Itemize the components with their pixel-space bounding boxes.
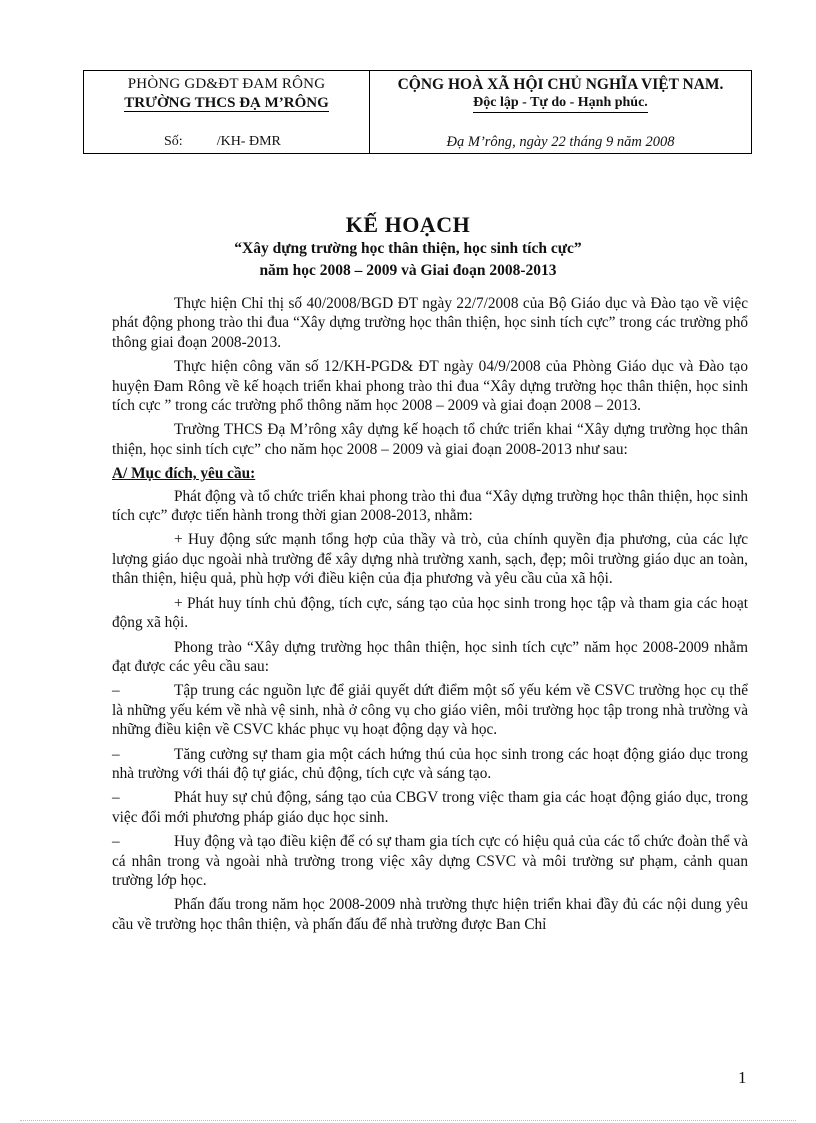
- list-item-text: Phát huy sự chủ động, sáng tạo của CBGV trong việc tham gia các hoạt động giáo dục, trong việc đổi mới phương pháp giáo dục học sinh.: [112, 789, 748, 826]
- school-name-text: TRƯỜNG THCS ĐẠ M’RÔNG: [124, 95, 329, 111]
- number-label: Số:: [164, 134, 183, 149]
- document-subtitle-2: năm học 2008 – 2009 và Giai đoạn 2008-2013: [259, 262, 557, 279]
- paragraph-plus-1: + Huy động sức mạnh tổng hợp của thầy và trò, của chính quyền địa phương, của các lực lượng giáo dục ngoài nhà trường để xây dựng nhà trường xanh, sạch, đẹp; môi trường giáo dục an toàn, thân thiện, hiệu quả, phù hợp với điều kiện của địa phương và yêu cầu của xã hội.: [112, 531, 748, 588]
- header-left-cell: [84, 71, 370, 153]
- national-motto: [370, 95, 751, 111]
- document-body: [112, 294, 748, 939]
- paragraph-plus-2: + Phát huy tính chủ động, tích cực, sáng tạo của học sinh trong học tập và tham gia các hoạt động xã hội.: [112, 594, 748, 632]
- document-number: [164, 134, 369, 150]
- dash-bullet: –: [112, 789, 120, 807]
- school-name: [84, 95, 369, 112]
- department-name: PHÒNG GD&ĐT ĐAM RÔNG: [127, 76, 326, 92]
- list-item-text: Huy động và tạo điều kiện để có sự tham gia tích cực có hiệu quả của các tổ chức đoàn thể và cá nhân trong và ngoài nhà trường trong việc xây dựng CSVC và môi trường sư phạm, cảnh quan trường lớp học.: [112, 833, 748, 889]
- paragraph-requirements-intro: Phong trào “Xây dựng trường học thân thiện, học sinh tích cực” năm học 2008-2009 nhằm đạt được các yêu cầu sau:: [112, 638, 748, 675]
- dash-bullet: –: [112, 833, 120, 851]
- paragraph-official-letter: Thực hiện công văn số 12/KH-PGD& ĐT ngày 04/9/2008 của Phòng Giáo dục và Đào tạo huyện Đam Rông về kế hoạch triển khai phong trào thi đua “Xây dựng trường học thân thiện, học sinh tích cực ” trong các trường phổ thông năm học 2008 – 2009 và giai đoạn 2008 – 2013.: [112, 358, 748, 415]
- dash-bullet: –: [112, 682, 120, 700]
- page-footer-divider: [20, 1120, 796, 1121]
- list-item: [112, 681, 748, 739]
- paragraph-school-plan: Trường THCS Đạ M’rông xây dựng kế hoạch tổ chức triển khai “Xây dựng trường học thân thiện, học sinh tích cực” cho năm học 2008 – 2009 và giai đoạn 2008-2013 như sau:: [112, 421, 748, 458]
- dash-bullet: –: [112, 745, 120, 763]
- header-right-cell: [370, 71, 751, 153]
- document-title: KẾ HOẠCH: [345, 212, 471, 237]
- page-number: 1: [738, 1068, 747, 1087]
- header-table: [83, 70, 752, 154]
- paragraph-purpose-intro: Phát động và tổ chức triển khai phong trào thi đua “Xây dựng trường học thân thiện, học sinh tích cực” được tiến hành trong thời gian 2008-2013, nhằm:: [112, 487, 748, 525]
- paragraph-closing: Phấn đấu trong năm học 2008-2009 nhà trường thực hiện triển khai đầy đủ các nội dung yêu cầu về trường học thân thiện, và phấn đấu để nhà trường được Ban Chỉ: [112, 896, 748, 933]
- paragraph-directive: Thực hiện Chỉ thị số 40/2008/BGD ĐT ngày 22/7/2008 của Bộ Giáo dục và Đào tạo về việc phát động phong trào thi đua “Xây dựng trường học thân thiện, học sinh tích cực” trong các trường phổ thông giai đoạn 2008-2013.: [112, 295, 748, 351]
- document-subtitle-1: “Xây dựng trường học thân thiện, học sinh tích cực”: [234, 240, 582, 257]
- place-date: Đạ M’rông, ngày 22 tháng 9 năm 2008: [446, 134, 675, 150]
- list-item: [112, 788, 748, 827]
- section-heading-a: A/ Mục đích, yêu cầu:: [112, 465, 256, 483]
- national-motto-text: Độc lập - Tự do - Hạnh phúc.: [473, 95, 648, 113]
- list-item: [112, 745, 748, 784]
- list-item-text: Tập trung các nguồn lực để giải quyết dứt điểm một số yếu kém về CSVC trường học cụ thể là những yếu kém về nhà vệ sinh, nhà ở công vụ cho giáo viên, môi trường học tập trong nhà trường và những điều kiện về CSVC khác phục vụ hoạt động dạy và học.: [112, 682, 748, 739]
- nation-name: CỘNG HOÀ XÃ HỘI CHỦ NGHĨA VIỆT NAM.: [397, 76, 724, 93]
- number-code: /KH- ĐMR: [216, 134, 281, 149]
- list-item-text: Tăng cường sự tham gia một cách hứng thú của học sinh trong các hoạt động giáo dục trong nhà trường với thái độ tự giác, chủ động, tích cực và sáng tạo.: [112, 745, 748, 782]
- list-item: [112, 832, 748, 890]
